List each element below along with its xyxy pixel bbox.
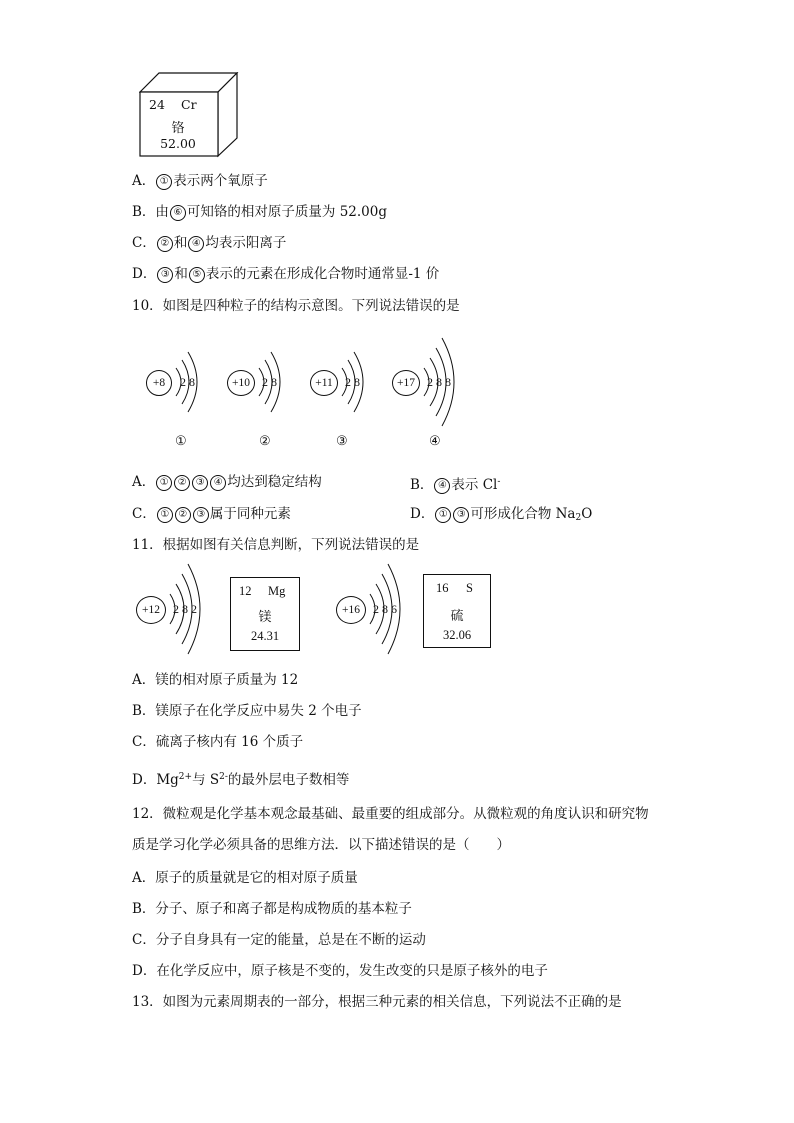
- atom-diagram-3: [310, 344, 390, 424]
- q10-option-c[interactable]: C． ① ② ③ 属于同种元素: [132, 506, 291, 522]
- shell-electrons: 2 8 8: [427, 375, 451, 389]
- q10-stem: 10．如图是四种粒子的结构示意图。下列说法错误的是: [132, 298, 460, 314]
- mg-mass: 24.31: [250, 629, 280, 643]
- shell-electrons: 2 8 2: [173, 602, 197, 616]
- nucleus: +16: [336, 596, 366, 624]
- q12-stem-line1: 12．微粒观是化学基本观念最基础、最重要的组成部分。从微粒观的角度认识和研究物: [132, 806, 649, 822]
- shell-electrons: 2 8 6: [373, 602, 397, 616]
- atom-diagram-4: [392, 336, 482, 432]
- particle-label-1: ①: [175, 434, 187, 449]
- atom-diagram-2: [227, 344, 307, 424]
- cr-mass: 52.00: [160, 136, 196, 151]
- q12-stem-line2: 质是学习化学必须具备的思维方法．以下描述错误的是（ ）: [132, 837, 510, 853]
- mg-element-box: [230, 577, 300, 651]
- q10-option-a[interactable]: A． ① ② ③ ④ 均达到稳定结构: [132, 474, 322, 490]
- q11-option-c[interactable]: C．硫离子核内有 16 个质子: [132, 734, 304, 750]
- q9-option-b[interactable]: B．由 ⑥ 可知铬的相对原子质量为 52.00g: [132, 204, 388, 220]
- nucleus: +8: [146, 370, 172, 396]
- nucleus: +17: [392, 370, 420, 396]
- s-number: 16: [436, 581, 449, 595]
- particle-label-3: ③: [336, 434, 348, 449]
- q12-option-b[interactable]: B．分子、原子和离子都是构成物质的基本粒子: [132, 901, 412, 917]
- s-atom-diagram: [336, 562, 426, 658]
- q9-option-c[interactable]: C． ② 和 ④ 均表示阳离子: [132, 235, 287, 251]
- q9-option-a[interactable]: A． ① 表示两个氧原子: [132, 173, 268, 189]
- q10-option-d[interactable]: D． ① ③ 可形成化合物 $Na_2O$: [410, 506, 593, 523]
- shell-electrons: 2 8: [180, 375, 195, 389]
- cr-number: 24: [149, 97, 165, 112]
- q12-option-c[interactable]: C．分子自身具有一定的能量，总是在不断的运动: [132, 932, 426, 948]
- nucleus: +11: [310, 370, 338, 396]
- mg-symbol: Mg: [268, 584, 286, 598]
- q10-option-b[interactable]: B． ④ 表示 Cl-: [410, 477, 501, 493]
- shell-electrons: 2 8: [345, 375, 360, 389]
- mg-atom-diagram: [136, 562, 226, 658]
- mg-number: 12: [239, 584, 252, 598]
- cr-element-box: [139, 72, 239, 158]
- q11-stem: 11．根据如图有关信息判断，下列说法错误的是: [132, 537, 420, 553]
- q12-option-d[interactable]: D．在化学反应中，原子核是不变的，发生改变的只是原子核外的电子: [132, 963, 548, 979]
- s-mass: 32.06: [442, 628, 472, 642]
- nucleus: +10: [227, 370, 255, 396]
- s-name: 硫: [450, 608, 464, 623]
- particle-label-2: ②: [259, 434, 271, 449]
- shell-electrons: 2 8: [262, 375, 277, 389]
- s-element-box: [423, 574, 491, 648]
- q12-option-a[interactable]: A．原子的质量就是它的相对原子质量: [132, 870, 358, 886]
- q11-option-d[interactable]: D．$Mg^{2+}$与 $S^{2-}$的最外层电子数相等: [132, 772, 350, 788]
- q9-option-d[interactable]: D． ③ 和 ⑤ 表示的元素在形成化合物时通常显-1 价: [132, 266, 440, 282]
- q11-option-b[interactable]: B．镁原子在化学反应中易失 2 个电子: [132, 703, 362, 719]
- mg-name: 镁: [258, 609, 272, 624]
- particle-label-4: ④: [429, 434, 441, 449]
- atom-diagram-1: [146, 344, 226, 424]
- cr-symbol: Cr: [181, 97, 197, 112]
- cr-name: 铬: [171, 121, 185, 136]
- q13-stem: 13．如图为元素周期表的一部分，根据三种元素的相关信息，下列说法不正确的是: [132, 994, 622, 1010]
- q11-option-a[interactable]: A．镁的相对原子质量为 12: [132, 672, 299, 688]
- nucleus: +12: [136, 596, 166, 624]
- s-symbol: S: [466, 581, 473, 595]
